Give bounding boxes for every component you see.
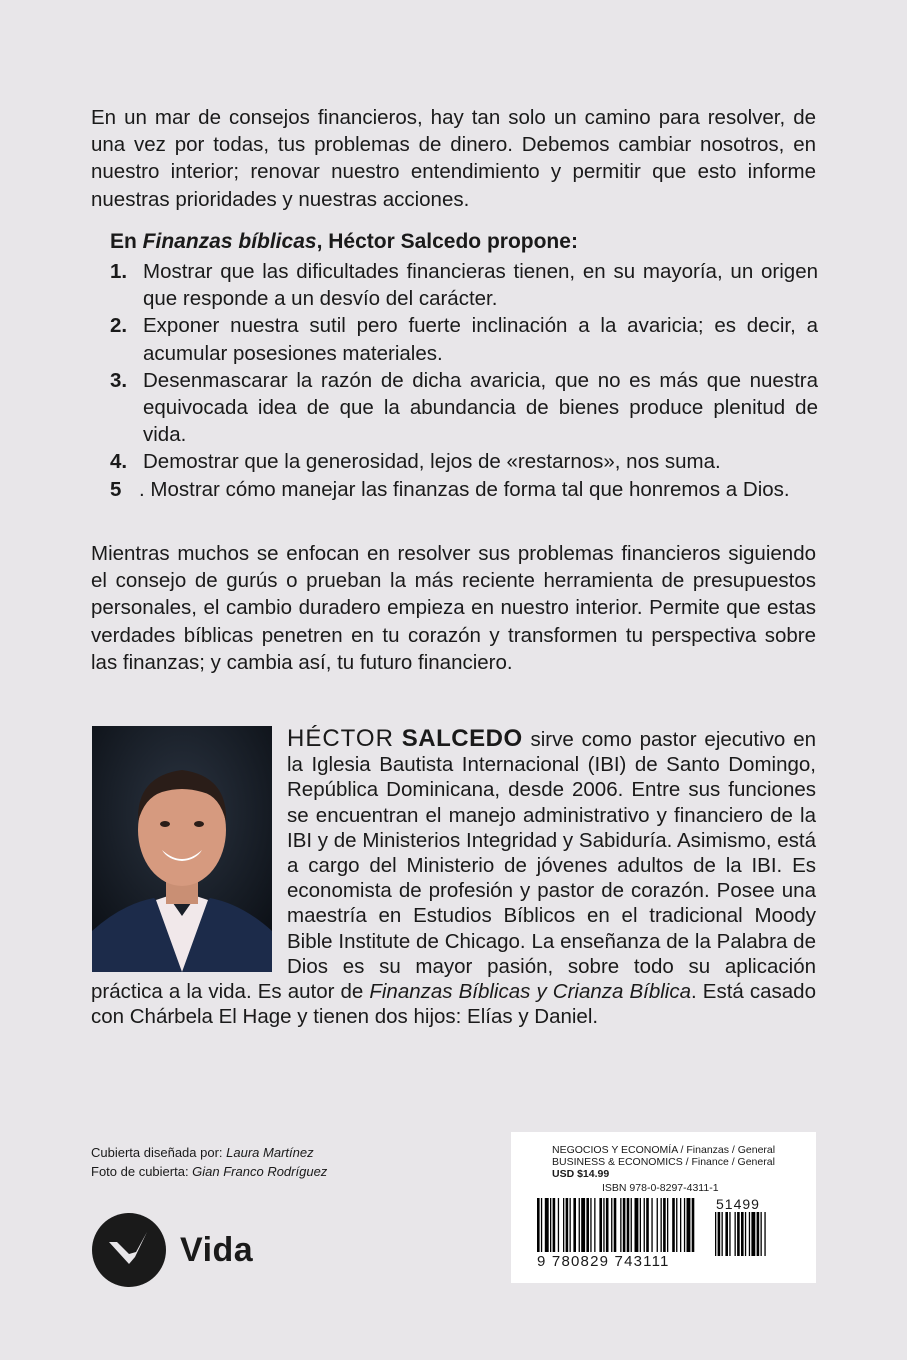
lead-book-title: Finanzas bíblicas (142, 230, 317, 253)
proposal-item (110, 476, 818, 503)
cover-credit-person: Laura Martínez (226, 1145, 314, 1160)
closing-paragraph: Mientras muchos se enfocan en resolver sus problemas financieros siguiendo el consejo de gurús o prueban la más reciente herramienta de presupuestos personales, el cambio duradero empieza en nuestro interior. Permite que estas verdades bíblicas penetren en tu corazón y transformen tu perspectiva sobre las finanzas; y cambia así, tu futuro financiero. (91, 542, 816, 674)
proposal-item (110, 258, 818, 312)
author-first-name: HÉCTOR (287, 725, 394, 752)
category-en: BUSINESS & ECONOMICS / Finance / General (552, 1156, 775, 1168)
cover-credit-role: Cubierta diseñada por: (91, 1145, 227, 1160)
category-es: NEGOCIOS Y ECONOMÍA / Finanzas / General (552, 1144, 776, 1156)
barcode-panel (511, 1132, 816, 1283)
proposal-number: 2. (110, 314, 128, 338)
author-bio (91, 726, 816, 1029)
proposal-text: . Mostrar cómo manejar las finanzas de forma tal que honremos a Dios. (139, 477, 790, 501)
vida-checkmark-logo-icon (91, 1212, 167, 1288)
bio-conj: y (530, 980, 553, 1004)
proposal-item (110, 448, 818, 475)
photo-credit-person: Gian Franco Rodríguez (192, 1164, 328, 1179)
credits (91, 1143, 327, 1181)
proposals-lead (110, 230, 578, 254)
price: USD $14.99 (552, 1168, 610, 1180)
bio-end: . Está casado con Chárbela El Hage y tienen dos hijos: Elías y Daniel. (91, 980, 816, 1029)
proposal-number: 5 (110, 477, 122, 501)
proposal-text: Desenmascarar la razón de dicha avaricia, que no es más que nuestra equivocada idea de que la abundancia de bienes produce plenitud de vida. (143, 368, 818, 447)
bio-book-2: Crianza Bíblica (552, 980, 692, 1004)
bio-book-1: Finanzas Bíblicas (369, 980, 531, 1004)
proposals-list (110, 258, 818, 503)
photo-credit (91, 1162, 327, 1181)
barcode-addon-digits: 51499 (716, 1196, 760, 1212)
proposal-number: 1. (110, 260, 128, 283)
proposal-item (110, 367, 818, 449)
barcode-icon (537, 1198, 787, 1256)
photo-wrap-spacer (91, 726, 287, 978)
lead-suffix: , Héctor Salcedo propone: (316, 230, 578, 253)
intro-paragraph: En un mar de consejos financieros, hay tan solo un camino para resolver, de una vez por todas, tus problemas de dinero. Debemos cambiar nosotros, en nuestro interior; renovar nuestro entendimiento y permitir que esto informe nuestras prioridades y nuestras acciones. (91, 106, 816, 211)
photo-credit-role: Foto de cubierta: (91, 1164, 193, 1179)
proposal-item (110, 312, 818, 366)
isbn: ISBN 978-0-8297-4311-1 (602, 1182, 719, 1194)
publisher-logo (91, 1212, 253, 1288)
proposal-text: Demostrar que la generosidad, lejos de «restarnos», nos suma. (143, 450, 721, 474)
proposal-text: Mostrar que las dificultades financieras tienen, en su mayoría, un origen que responde a un desvío del carácter. (143, 260, 818, 311)
bio-text: sirve como pastor ejecutivo en la Iglesia Bautista Internacional (IBI) de Santo Domingo, República Dominicana, desde 2006. Entre sus funciones se encuentran el manejo administrativo y financiero de la IBI y de Ministerios Integridad y Sabiduría. Asimismo, está a cargo del Ministerio de jóvenes adultos de la IBI. Es economista de profesión y pastor de corazón. Posee una maestría en Estudios Bíblicos en el tradicional Moody Bible Institute de Chicago. La enseñanza de la Palabra de Dios es su mayor pasión, sobre todo su aplicación práctica a la vida. Es autor de (91, 728, 816, 1004)
cover-credit (91, 1143, 327, 1162)
barcode-ean-digits: 9 780829 743111 (537, 1253, 670, 1270)
proposal-text: Exponer nuestra sutil pero fuerte inclinación a la avaricia; es decir, a acumular posesiones materiales. (143, 314, 818, 365)
author-last-name: SALCEDO (401, 725, 523, 752)
proposal-number: 4. (110, 450, 128, 474)
publisher-name: Vida (180, 1230, 254, 1269)
lead-prefix: En (110, 230, 143, 253)
proposal-number: 3. (110, 368, 128, 392)
